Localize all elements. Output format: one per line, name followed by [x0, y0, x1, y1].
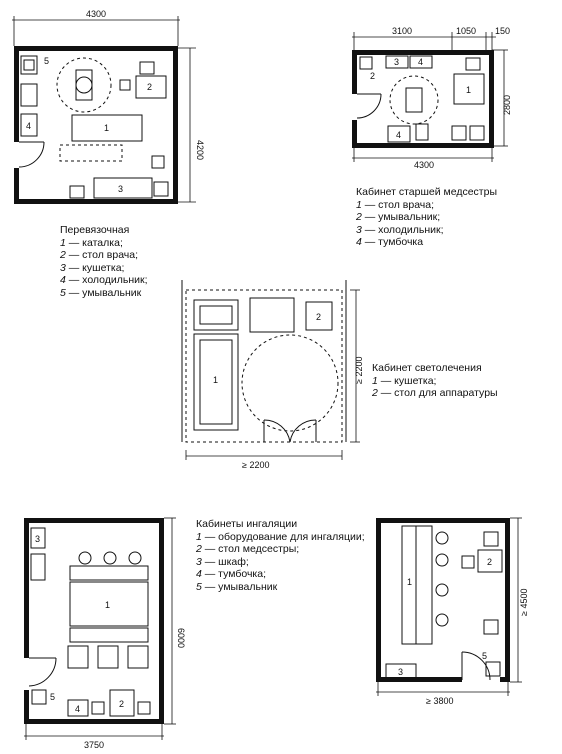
dressing-height-dim: 4200	[195, 140, 205, 161]
inhalation-caption: Кабинеты ингаляции 1 — оборудование для ингаляции; 2 — стол медсестры; 3 — шкаф; 4 — тумбочка; 5 — умывальник	[196, 518, 365, 593]
head-nurse-item-4-bottom: 4	[396, 130, 402, 140]
dressing-item-2: 2	[147, 82, 153, 92]
dressing-width-dim: 4300	[86, 9, 107, 19]
dressing-room-plan	[12, 9, 205, 204]
inhalation-left-plan	[24, 518, 186, 750]
light-therapy-bottom-dim: ≥ 2200	[242, 460, 270, 470]
inhal-right-item-5: 5	[482, 651, 488, 661]
inhal-right-side-dim: ≥ 4500	[519, 588, 529, 616]
inhal-left-item-2: 2	[119, 699, 125, 709]
dressing-item-4: 4	[26, 121, 32, 131]
caption-title: Кабинет светолечения	[372, 362, 482, 374]
light-therapy-side-dim: ≥ 2200	[354, 356, 364, 384]
head-nurse-item-4-top: 4	[418, 57, 424, 67]
caption-title: Кабинет старшей медсестры	[356, 186, 498, 198]
dressing-item-3: 3	[118, 184, 124, 194]
head-nurse-dim-2800: 2800	[502, 94, 512, 115]
caption-title: Перевязочная	[60, 224, 130, 236]
head-nurse-dim-3100: 3100	[392, 26, 413, 36]
head-nurse-caption: Кабинет старшей медсестры 1 — стол врача; 2 — умывальник; 3 — холодильник; 4 — тумбочка	[356, 186, 498, 248]
inhal-right-item-1: 1	[407, 577, 413, 587]
head-nurse-plan	[352, 26, 512, 170]
inhal-right-item-3: 3	[398, 667, 404, 677]
dressing-item-1: 1	[104, 123, 110, 133]
head-nurse-item-2: 2	[370, 71, 376, 81]
inhal-left-item-1: 1	[105, 600, 111, 610]
inhal-left-item-4: 4	[75, 704, 81, 714]
inhal-left-side-dim: 6000	[176, 628, 186, 649]
light-therapy-item-2: 2	[316, 312, 322, 322]
caption-title: Кабинеты ингаляции	[196, 518, 298, 530]
head-nurse-dim-150: 150	[495, 26, 511, 36]
light-therapy-item-1: 1	[213, 375, 219, 385]
inhal-left-bottom-dim: 3750	[84, 740, 105, 750]
dressing-item-5: 5	[44, 56, 50, 66]
head-nurse-item-3: 3	[394, 57, 400, 67]
inhal-right-bottom-dim: ≥ 3800	[426, 696, 454, 706]
inhal-right-item-2: 2	[487, 557, 493, 567]
light-therapy-caption: Кабинет светолечения 1 — кушетка; 2 — стол для аппаратуры	[372, 362, 498, 399]
light-therapy-plan	[182, 280, 364, 470]
head-nurse-dim-4300: 4300	[414, 160, 435, 170]
head-nurse-item-1: 1	[466, 85, 472, 95]
head-nurse-dim-1050: 1050	[456, 26, 477, 36]
inhal-left-item-5: 5	[50, 692, 56, 702]
dressing-room-caption: Перевязочная 1 — каталка; 2 — стол врача; 3 — кушетка; 4 — холодильник; 5 — умывальник	[60, 224, 148, 299]
inhal-left-item-3: 3	[35, 534, 41, 544]
inhalation-right-plan	[376, 518, 529, 706]
